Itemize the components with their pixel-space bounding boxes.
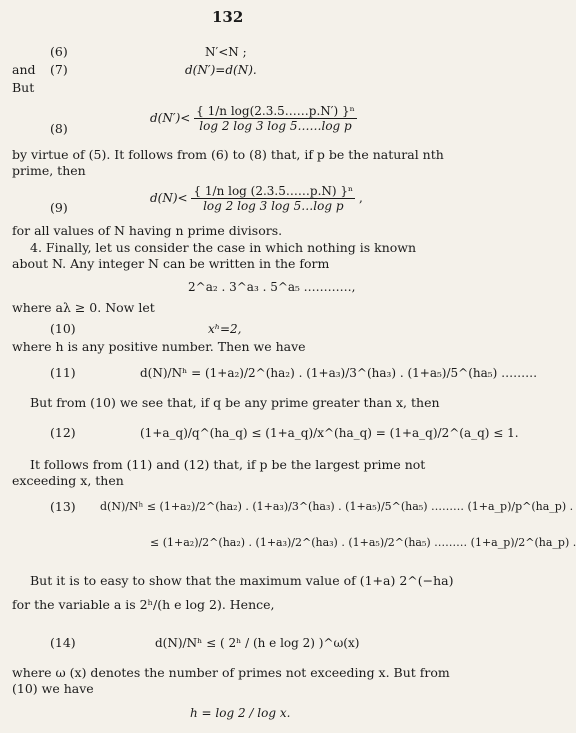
para3-line2: about N. Any integer N can be written in the form [12, 256, 330, 271]
para1-line2: prime, then [12, 163, 86, 178]
para2: for all values of N having n prime divisors. [12, 223, 283, 238]
eq14: d(N)/Nʰ ≤ ( 2ʰ / (h e log 2) )^ω(x) [155, 636, 360, 650]
eq9-tail: , [359, 191, 363, 205]
para8-line2: for the variable a is 2ʰ/(h e log 2). Hence, [12, 597, 275, 612]
eq8-denominator: log 2 log 3 log 5……log p [199, 119, 352, 133]
eq13-label: (13) [50, 499, 76, 514]
para6: But from (10) we see that, if q be any prime greater than x, then [30, 395, 440, 410]
eq11-label: (11) [50, 365, 76, 380]
eq8-numerator: { 1/n log(2.3.5……p.N′) }ⁿ [196, 104, 355, 118]
eq7-label: (7) [50, 62, 68, 77]
para4: where aλ ≥ 0. Now let [12, 300, 155, 315]
eq8-fraction [194, 104, 357, 133]
eq13-line1: d(N)/Nʰ ≤ (1+a₂)/2^(ha₂) . (1+a₃)/3^(ha₃) . (1+a₅)/5^(ha₅) ……… (1+a_p)/p^(ha_p) . [100, 500, 574, 513]
eq9-label: (9) [50, 200, 68, 215]
eq8 [150, 104, 357, 133]
para3-line1: 4. Finally, let us consider the case in which nothing is known [30, 240, 417, 255]
eq8-lhs: d(N′)< [150, 111, 191, 125]
para9-line1: where ω (x) denotes the number of primes not exceeding x. But from [12, 665, 450, 680]
para9-line2: (10) we have [12, 681, 94, 696]
eq13-line2: ≤ (1+a₂)/2^(ha₂) . (1+a₃)/2^(ha₃) . (1+a₅)/2^(ha₅) ……… (1+a_p)/2^(ha_p) . [150, 536, 576, 549]
and-text: and [12, 62, 36, 77]
eq9-lhs: d(N)< [150, 191, 188, 205]
eq9-denominator: log 2 log 3 log 5…log p [203, 199, 344, 213]
but-text: But [12, 80, 35, 95]
eq12-label: (12) [50, 425, 76, 440]
eq11: d(N)/Nʰ = (1+a₂)/2^(ha₂) . (1+a₃)/3^(ha₃) . (1+a₅)/5^(ha₅) ……… [140, 366, 538, 380]
eq10-label: (10) [50, 321, 76, 336]
eq9-fraction [191, 184, 355, 213]
eq9-numerator: { 1/n log (2.3.5……p.N) }ⁿ [193, 184, 354, 198]
para5: where h is any positive number. Then we have [12, 339, 306, 354]
para8-line1: But it is to easy to show that the maximum value of (1+a) 2^(−ha) [30, 573, 454, 588]
eq9 [150, 184, 363, 213]
eq15: h = log 2 / log x. [190, 706, 291, 720]
eq6: N′<N ; [205, 45, 247, 59]
integer-form: 2^a₂ . 3^a₃ . 5^a₅ …………, [188, 280, 356, 294]
eq7: d(N′)=d(N). [185, 63, 257, 77]
eq8-label: (8) [50, 121, 68, 136]
page-number: 132 [212, 8, 244, 26]
para7-line2: exceeding x, then [12, 473, 124, 488]
para7-line1: It follows from (11) and (12) that, if p be the largest prime not [30, 457, 426, 472]
para1-line1: by virtue of (5). It follows from (6) to (8) that, if p be the natural nth [12, 147, 444, 162]
eq6-label: (6) [50, 44, 68, 59]
eq12: (1+a_q)/q^(ha_q) ≤ (1+a_q)/x^(ha_q) = (1+a_q)/2^(a_q) ≤ 1. [140, 426, 519, 440]
eq10: xʰ=2, [208, 322, 242, 336]
eq14-label: (14) [50, 635, 76, 650]
